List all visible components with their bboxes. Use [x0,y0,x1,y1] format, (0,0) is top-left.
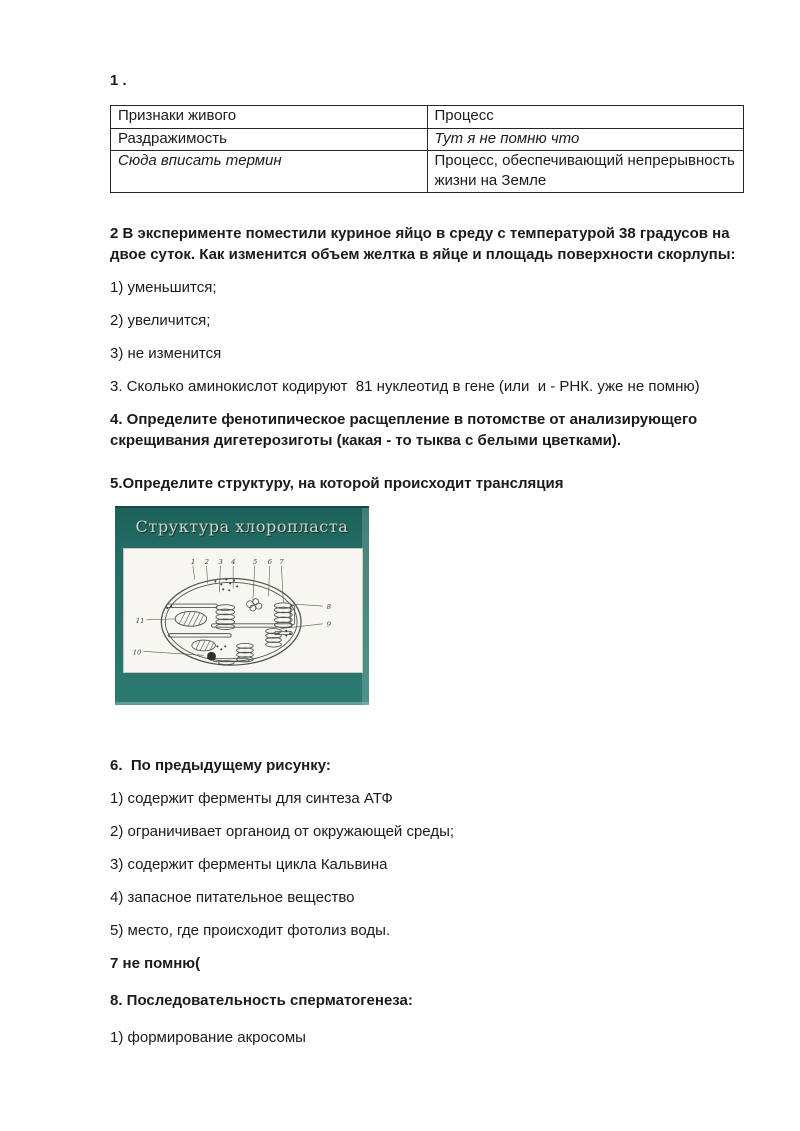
diagram-label-9: 9 [326,620,332,629]
slide-top-edge [115,506,369,508]
question-6-option-5: 5) место, где происходит фотолиз воды. [110,922,391,939]
question-6-option-4: 4) запасное питательное вещество [110,889,355,906]
diagram-label-7: 7 [279,557,284,566]
question-2: 2 В эксперименте поместили куриное яйцо в среду с температурой 38 градусов на двое суток. Как изменится объем желтка в яйце и площадь поверхности скорлупы: [110,225,736,263]
traits-process-table [110,105,744,193]
diagram-label-3: 3 [218,557,223,566]
diagram-label-1: 1 [190,557,196,566]
question-3: 3. Сколько аминокислот кодируют 81 нуклеотид в гене (или и - РНК. уже не помню) [110,378,700,395]
table-row [111,151,744,193]
chloroplast-slide [115,506,369,705]
diagram-label-8: 8 [326,603,332,612]
starch-grain-large [175,611,206,627]
question-2-option-2: 2) увеличится; [110,312,211,329]
question-6-option-2: 2) ограничивает органоид от окружающей среды; [110,823,455,840]
diagram-label-11: 11 [135,616,145,625]
table-cell-process-note: Тут я не помню что [427,128,744,151]
question-8-option-1: 1) формирование акросомы [110,1029,306,1046]
diagram-label-6: 6 [267,557,272,566]
question-6-option-1: 1) содержит ферменты для синтеза АТФ [110,790,393,807]
table-cell-traits-header: Признаки живого [111,106,428,129]
lipid-globule [207,652,216,661]
slide-title: Структура хлоропласта [135,517,349,536]
granum-1 [216,605,235,630]
slide-right-highlight [362,508,369,705]
question-2-option-1: 1) уменьшится; [110,279,217,296]
question-2-option-3: 3) не изменится [110,345,222,362]
table-row [111,106,744,129]
diagram-label-10: 10 [132,648,142,657]
table-cell-process-header: Процесс [427,106,744,129]
question-8: 8. Последовательность сперматогенеза: [110,992,413,1009]
question-6-option-3: 3) содержит ферменты цикла Кальвина [110,856,388,873]
table-row [111,128,744,151]
dna-loop [247,599,262,611]
diagram-label-4: 4 [231,557,236,566]
question-7: 7 не помню( [110,955,201,972]
diagram-label-2: 2 [204,557,209,566]
diagram-number-labels [133,558,332,657]
table-cell-trait: Раздражимость [111,128,428,151]
question-5: 5.Определите структуру, на которой происходит трансляция [110,475,564,492]
slide-bottom-highlight [115,702,369,705]
chloroplast-diagram [124,549,362,672]
table-cell-term-placeholder: Сюда вписать термин [111,151,428,193]
item-1-label: 1 . [110,72,127,89]
question-6: 6. По предыдущему рисунку: [110,757,331,774]
starch-grain-small [192,640,216,652]
table-cell-process-definition: Процесс, обеспечивающий непрерывность жизни на Земле [427,151,744,193]
diagram-label-5: 5 [252,557,258,566]
question-4: 4. Определите фенотипическое расщепление в потомстве от анализирующего скрещивания дигетерозиготы (какая - то тыква с белыми цветками). [110,411,702,449]
slide-canvas [123,548,363,673]
